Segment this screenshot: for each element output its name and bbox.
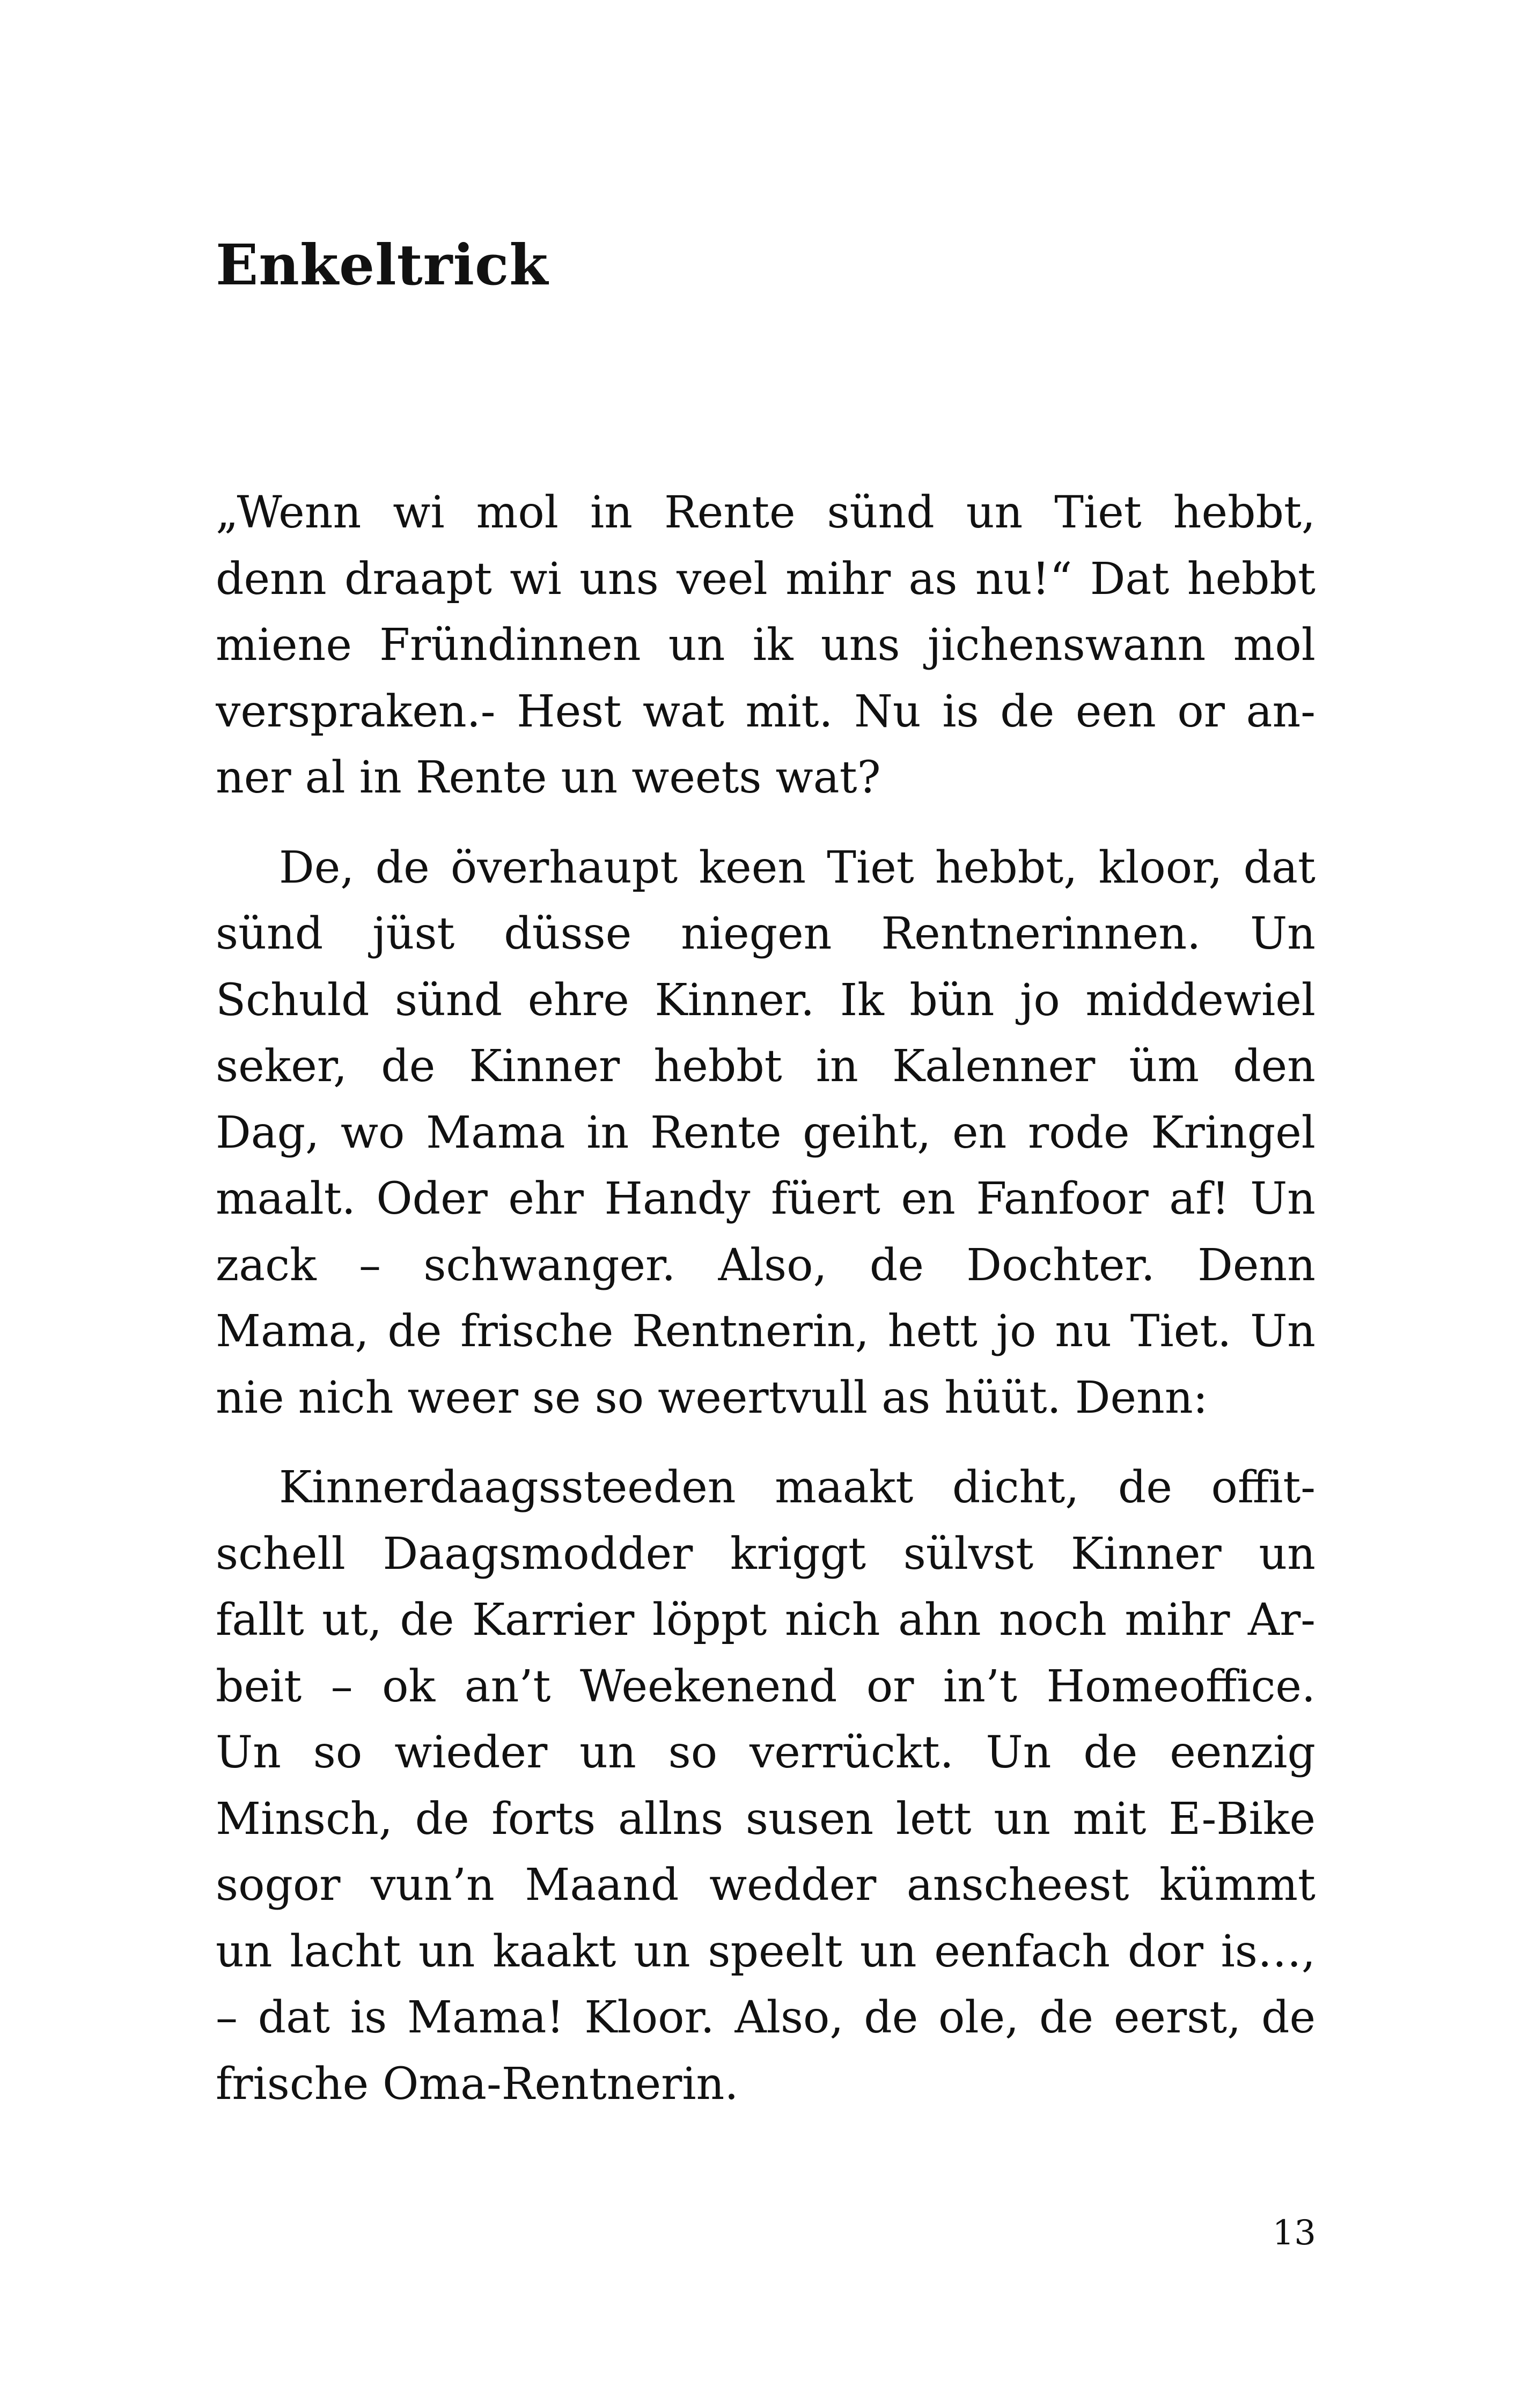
body-text (216, 480, 1316, 2141)
text-line: sogor vun’n Maand wedder anscheest kümmt (216, 1860, 1316, 1911)
text-line: frische Oma-Rentnerin. (216, 2058, 739, 2110)
text-line: „Wenn wi mol in Rente sünd un Tiet hebbt, (216, 487, 1316, 538)
text-line: denn draapt wi uns veel mihr as nu!“ Dat hebbt (216, 553, 1316, 605)
text-line: zack – schwanger. Also, de Dochter. Denn (216, 1239, 1316, 1291)
text-line: beit – ok an’t Weekenend or in’t Homeoffice. (216, 1661, 1316, 1712)
text-line: Dag, wo Mama in Rente geiht, en rode Kringel (216, 1107, 1316, 1158)
text-line: Kinnerdaagssteeden maakt dicht, de offit- (279, 1462, 1316, 1513)
text-line: seker, de Kinner hebbt in Kalenner üm den (216, 1041, 1316, 1092)
text-line: un lacht un kaakt un speelt un eenfach dor is…, (216, 1926, 1316, 1977)
page-number: 13 (1272, 2213, 1316, 2253)
text-line: schell Daagsmodder kriggt sülvst Kinner un (216, 1528, 1316, 1580)
text-line: De, de överhaupt keen Tiet hebbt, kloor, dat (279, 842, 1316, 893)
text-line: Schuld sünd ehre Kinner. Ik bün jo middewiel (216, 974, 1316, 1026)
text-line: sünd jüst düsse niegen Rentnerinnen. Un (216, 908, 1316, 959)
text-line: Un so wieder un so verrückt. Un de eenzig (216, 1727, 1316, 1778)
paragraph (216, 480, 1316, 811)
text-line: verspraken.- Hest wat mit. Nu is de een or an- (216, 686, 1316, 737)
text-line: fallt ut, de Karrier löppt nich ahn noch mihr Ar- (216, 1595, 1316, 1646)
text-line: ner al in Rente un weets wat? (216, 752, 881, 803)
text-line: miene Fründinnen un ik uns jichenswann mol (216, 620, 1316, 671)
page-title: Enkeltrick (216, 232, 549, 298)
text-line: maalt. Oder ehr Handy füert en Fanfoor af! Un (216, 1173, 1316, 1224)
paragraph (216, 1455, 1316, 2117)
paragraph (216, 835, 1316, 1431)
text-line: nie nich weer se so weertvull as hüüt. Denn: (216, 1372, 1208, 1423)
text-line: – dat is Mama! Kloor. Also, de ole, de eerst, de (216, 1992, 1316, 2043)
text-line: Mama, de frische Rentnerin, hett jo nu Tiet. Un (216, 1306, 1316, 1357)
text-line: Minsch, de forts allns susen lett un mit E-Bike (216, 1793, 1316, 1845)
